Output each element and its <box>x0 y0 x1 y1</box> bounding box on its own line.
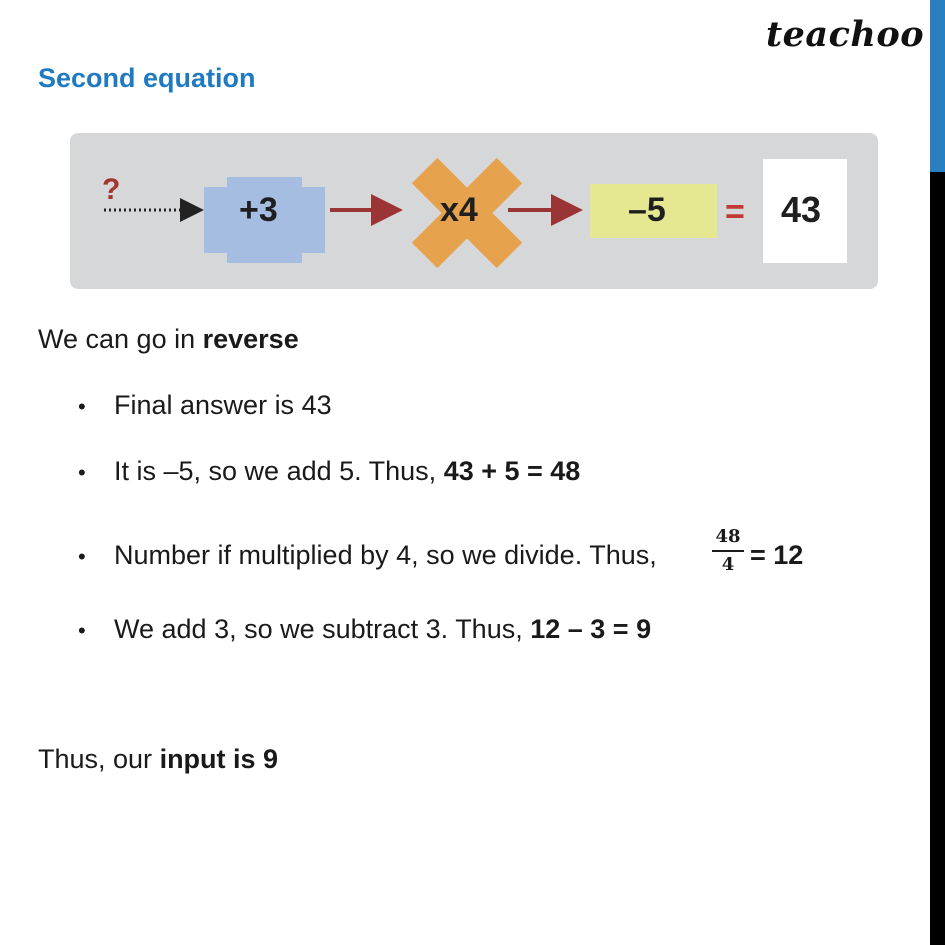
bullet-3-bold: = 12 <box>750 540 804 570</box>
section-heading: Second equation <box>38 63 256 93</box>
bullet-item-4 <box>114 614 651 645</box>
fraction-numerator: 48 <box>715 526 741 547</box>
bullet-item-1 <box>114 390 332 421</box>
bullet-1-text: Final answer is 43 <box>114 390 332 420</box>
bullet-marker-3: • <box>78 544 86 569</box>
right-edge-accent <box>930 0 945 172</box>
bullet-item-2 <box>114 456 580 487</box>
intro-text: We can go in <box>38 324 203 354</box>
input-question-mark: ? <box>102 173 121 206</box>
step-subtract-label: –5 <box>628 191 666 229</box>
bullet-2-text: It is –5, so we add 5. Thus, <box>114 456 444 486</box>
brand-logo: teachoo <box>766 14 925 55</box>
bullet-3-text: Number if multiplied by 4, so we divide. Thus, <box>114 540 657 570</box>
output-value: 43 <box>781 189 822 230</box>
equals-sign: = <box>725 193 745 231</box>
bullet-4-bold: 12 – 3 = 9 <box>530 614 652 644</box>
step-multiply-label: x4 <box>440 191 478 229</box>
intro-line <box>38 324 299 355</box>
fraction-48-over-4 <box>712 528 744 574</box>
conclusion-bold: input is 9 <box>159 744 279 774</box>
step-add-label: +3 <box>239 191 278 229</box>
intro-bold: reverse <box>202 324 299 354</box>
bullet-marker-4: • <box>78 618 86 643</box>
bullet-3-result <box>750 540 803 571</box>
bullet-marker-1: • <box>78 394 86 419</box>
bullet-item-3 <box>114 540 657 571</box>
conclusion-text: Thus, our <box>38 744 160 774</box>
bullet-marker-2: • <box>78 460 86 485</box>
bullet-4-text: We add 3, so we subtract 3. Thus, <box>114 614 531 644</box>
bullet-2-bold: 43 + 5 = 48 <box>443 456 581 486</box>
fraction-denominator: 4 <box>712 550 744 574</box>
function-machine <box>70 133 878 289</box>
conclusion-line <box>38 744 278 775</box>
